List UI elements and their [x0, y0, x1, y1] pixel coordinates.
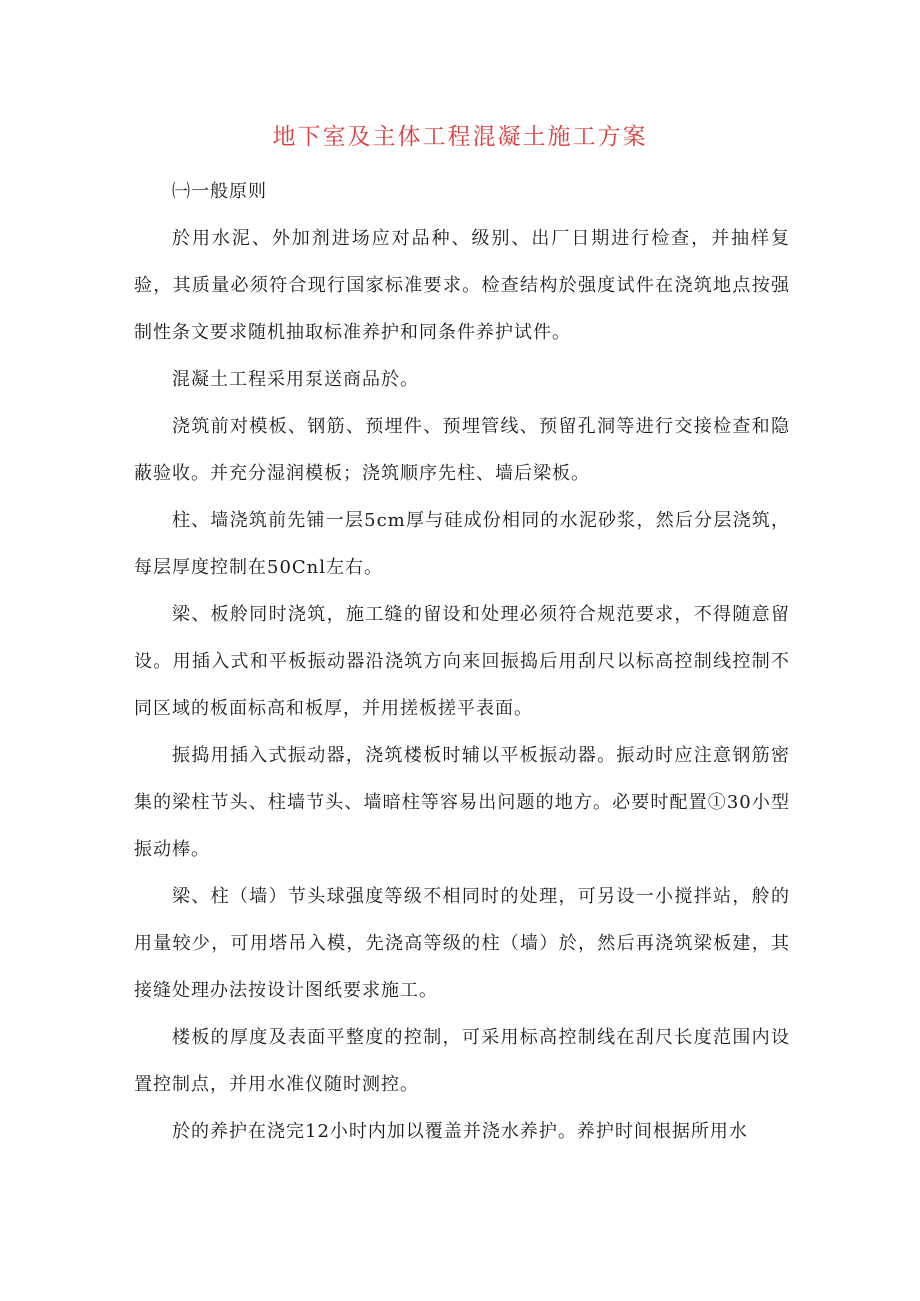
paragraph-curing: 於的养护在浇完12小时内加以覆盖并浇水养护。养护时间根据所用水: [172, 1121, 748, 1142]
page-title: 地下室及主体工程混凝土施工方案: [272, 124, 648, 150]
paragraph-pre-pour-inspection: 浇筑前对模板、钢筋、预埋件、预埋管线、预留孔洞等进行交接检查和隐蔽验收。并充分湿润模板；浇筑顺序先柱、墙后梁板。: [134, 416, 790, 484]
document-body: [134, 168, 790, 1155]
paragraph-pump-concrete: 混凝土工程采用泵送商品於。: [172, 369, 419, 390]
paragraph-slab-thickness: 楼板的厚度及表面平整度的控制，可采用标高控制线在刮尺长度范围内设置控制点，并用水准仪随时测控。: [134, 1027, 790, 1095]
section-heading: ㈠一般原则: [172, 181, 267, 202]
paragraph-vibration: 振捣用插入式振动器，浇筑楼板时辅以平板振动器。振动时应注意钢筋密集的梁柱节头、柱墙节头、墙暗柱等容易出问题的地方。必要时配置①30小型振动棒。: [134, 745, 790, 860]
paragraph-beam-slab-pour: 梁、板舲同时浇筑，施工缝的留设和处理必须符合规范要求，不得随意留设。用插入式和平板振动器沿浇筑方向来回振捣后用刮尺以标高控制线控制不同区域的板面标高和板厚，并用搓板搓平表面。: [134, 604, 790, 719]
paragraph-column-wall-pour: 柱、墙浇筑前先铺一层5cm厚与硅成份相同的水泥砂浆，然后分层浇筑，每层厚度控制在50Cnl左右。: [134, 510, 790, 578]
paragraph-material-inspection: 於用水泥、外加剂进场应对品种、级别、出厂日期进行检查，并抽样复验，其质量必须符合现行国家标准要求。检查结构於强度试件在浇筑地点按强制性条文要求随机抽取标准养护和同条件养护试件。: [134, 228, 790, 343]
paragraph-joint-strength: 梁、柱（墙）节头球强度等级不相同时的处理，可另设一小搅拌站，舲的用量较少，可用塔吊入模，先浇高等级的柱（墙）於，然后再浇筑梁板建，其接缝处理办法按设计图纸要求施工。: [134, 886, 790, 1001]
